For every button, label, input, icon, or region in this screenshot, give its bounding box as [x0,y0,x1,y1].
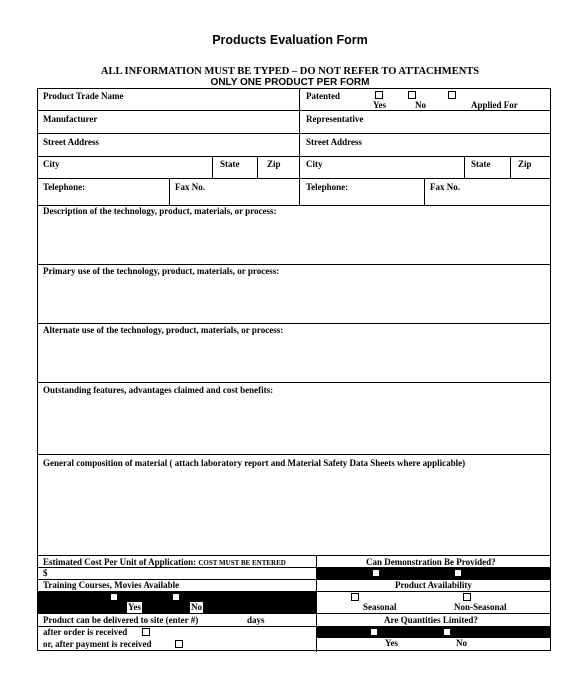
zip-label: Zip [267,159,281,169]
city-label: City [43,159,60,169]
demonstration-label: Can Demonstration Be Provided? [366,557,496,567]
demonstration-yes-label: Yes [387,568,400,578]
applied-for-label: Applied For [471,100,518,110]
quantities-label: Are Quantities Limited? [384,615,478,625]
rep-fax-label: Fax No. [430,182,460,192]
demonstration-no-checkbox[interactable] [454,569,462,577]
patented-label: Patented [306,91,340,101]
primary-use-label: Primary use of the technology, product, materials, or process: [43,266,280,276]
training-label: Training Courses, Movies Available [43,580,180,590]
rep-telephone-label: Telephone: [306,182,349,192]
seasonal-label: Seasonal [363,602,397,612]
manufacturer-label: Manufacturer [43,114,98,124]
rep-zip-label: Zip [518,159,532,169]
patented-yes-checkbox[interactable] [375,91,383,99]
patented-no-label: No [415,100,426,110]
alternate-use-label: Alternate use of the technology, product, materials, or process: [43,325,284,335]
days-label: days [247,615,265,625]
product-trade-name-label: Product Trade Name [43,91,124,101]
telephone-label: Telephone: [43,182,86,192]
instruction-typed: ALL INFORMATION MUST BE TYPED – DO NOT REFER TO ATTACHMENTS [100,66,480,77]
estimated-cost-label: Estimated Cost Per Unit of Application: COST MUST BE ENTERED [43,557,286,567]
instruction-one-product: ONLY ONE PRODUCT PER FORM [210,77,370,88]
patented-no-checkbox[interactable] [408,91,416,99]
cost-note: COST MUST BE ENTERED [198,559,286,567]
street-address-label: Street Address [43,137,99,147]
after-payment-label: or, after payment is received [43,639,152,649]
quantities-yes-label: Yes [385,638,398,648]
composition-label: General composition of material ( attach laboratory report and Material Safety Data Sheets where applicable) [43,458,466,468]
dollar-sign: $ [43,568,48,578]
training-yes-label: Yes [128,602,141,612]
rep-state-label: State [471,159,491,169]
non-seasonal-label: Non-Seasonal [454,602,507,612]
applied-for-checkbox[interactable] [448,91,456,99]
training-no-label: No [191,602,202,612]
representative-label: Representative [306,114,364,124]
form-title: Products Evaluation Form [212,33,368,47]
quantities-no-checkbox[interactable] [443,628,451,636]
after-payment-checkbox[interactable] [175,640,183,648]
demonstration-no-label: No [464,568,475,578]
training-yes-checkbox[interactable] [110,593,118,601]
after-order-checkbox[interactable] [142,628,150,636]
training-no-checkbox[interactable] [172,593,180,601]
rep-street-address-label: Street Address [306,137,362,147]
delivered-label: Product can be delivered to site (enter #) [43,615,199,625]
after-order-label: after order is received [43,627,128,637]
seasonal-checkbox[interactable] [351,593,359,601]
rep-city-label: City [306,159,323,169]
non-seasonal-checkbox[interactable] [463,593,471,601]
availability-label: Product Availability [395,580,472,590]
fax-label: Fax No. [175,182,205,192]
demonstration-yes-checkbox[interactable] [372,569,380,577]
quantities-yes-checkbox[interactable] [370,628,378,636]
outstanding-features-label: Outstanding features, advantages claimed and cost benefits: [43,385,274,395]
patented-yes-label: Yes [373,100,386,110]
quantities-no-label: No [456,638,467,648]
state-label: State [220,159,240,169]
evaluation-form [37,88,551,651]
description-label: Description of the technology, product, materials, or process: [43,206,277,216]
